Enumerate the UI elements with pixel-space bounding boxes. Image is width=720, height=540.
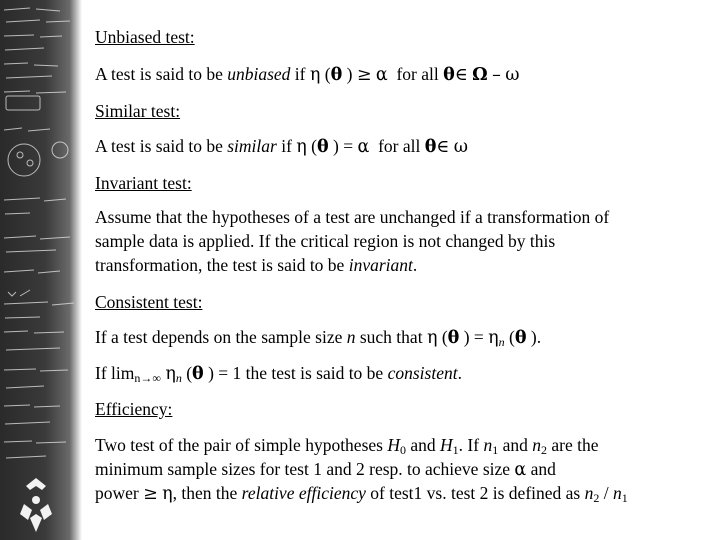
invariant-line-2: sample data is applied. If the critical region is not changed by this [95, 231, 556, 251]
heading-efficiency: Efficiency: [95, 399, 173, 419]
invariant-line-1: Assume that the hypotheses of a test are unchanged if a transformation of [95, 207, 610, 227]
heading-invariant: Invariant test: [95, 173, 192, 193]
unbiased-definition: A test is said to be unbiased if η (θ ) ≥ α for all θ∈ Ω – ω [95, 64, 520, 85]
chalkboard-sidebar [0, 0, 82, 540]
efficiency-line-2: minimum sample sizes for test 1 and 2 resp. to achieve size α and [95, 459, 556, 480]
efficiency-line-1: Two test of the pair of simple hypotheses $H_0$ and $H_1$. If $n_1$ and $n_2$ are the [95, 435, 599, 457]
invariant-line-3: transformation, the test is said to be invariant. [95, 255, 418, 275]
consistent-line-1: If a test depends on the sample size n such that η (θ ) = $\eta_n$ (θ ). [95, 327, 542, 349]
heading-unbiased: Unbiased test: [95, 27, 195, 47]
heading-consistent: Consistent test: [95, 292, 203, 312]
consistent-line-2: If limn→∞ $\eta_n$ (θ ) = 1 the test is said to be consistent. [95, 363, 462, 385]
chalkboard-doodles [0, 0, 82, 540]
university-logo-icon [20, 478, 52, 532]
heading-similar: Similar test: [95, 101, 181, 121]
efficiency-line-3: power ≥ η, then the relative efficiency of test1 vs. test 2 is defined as $n_2 / n_1$ [95, 483, 628, 505]
similar-definition: A test is said to be similar if η (θ ) = α for all θ∈ ω [95, 136, 469, 157]
